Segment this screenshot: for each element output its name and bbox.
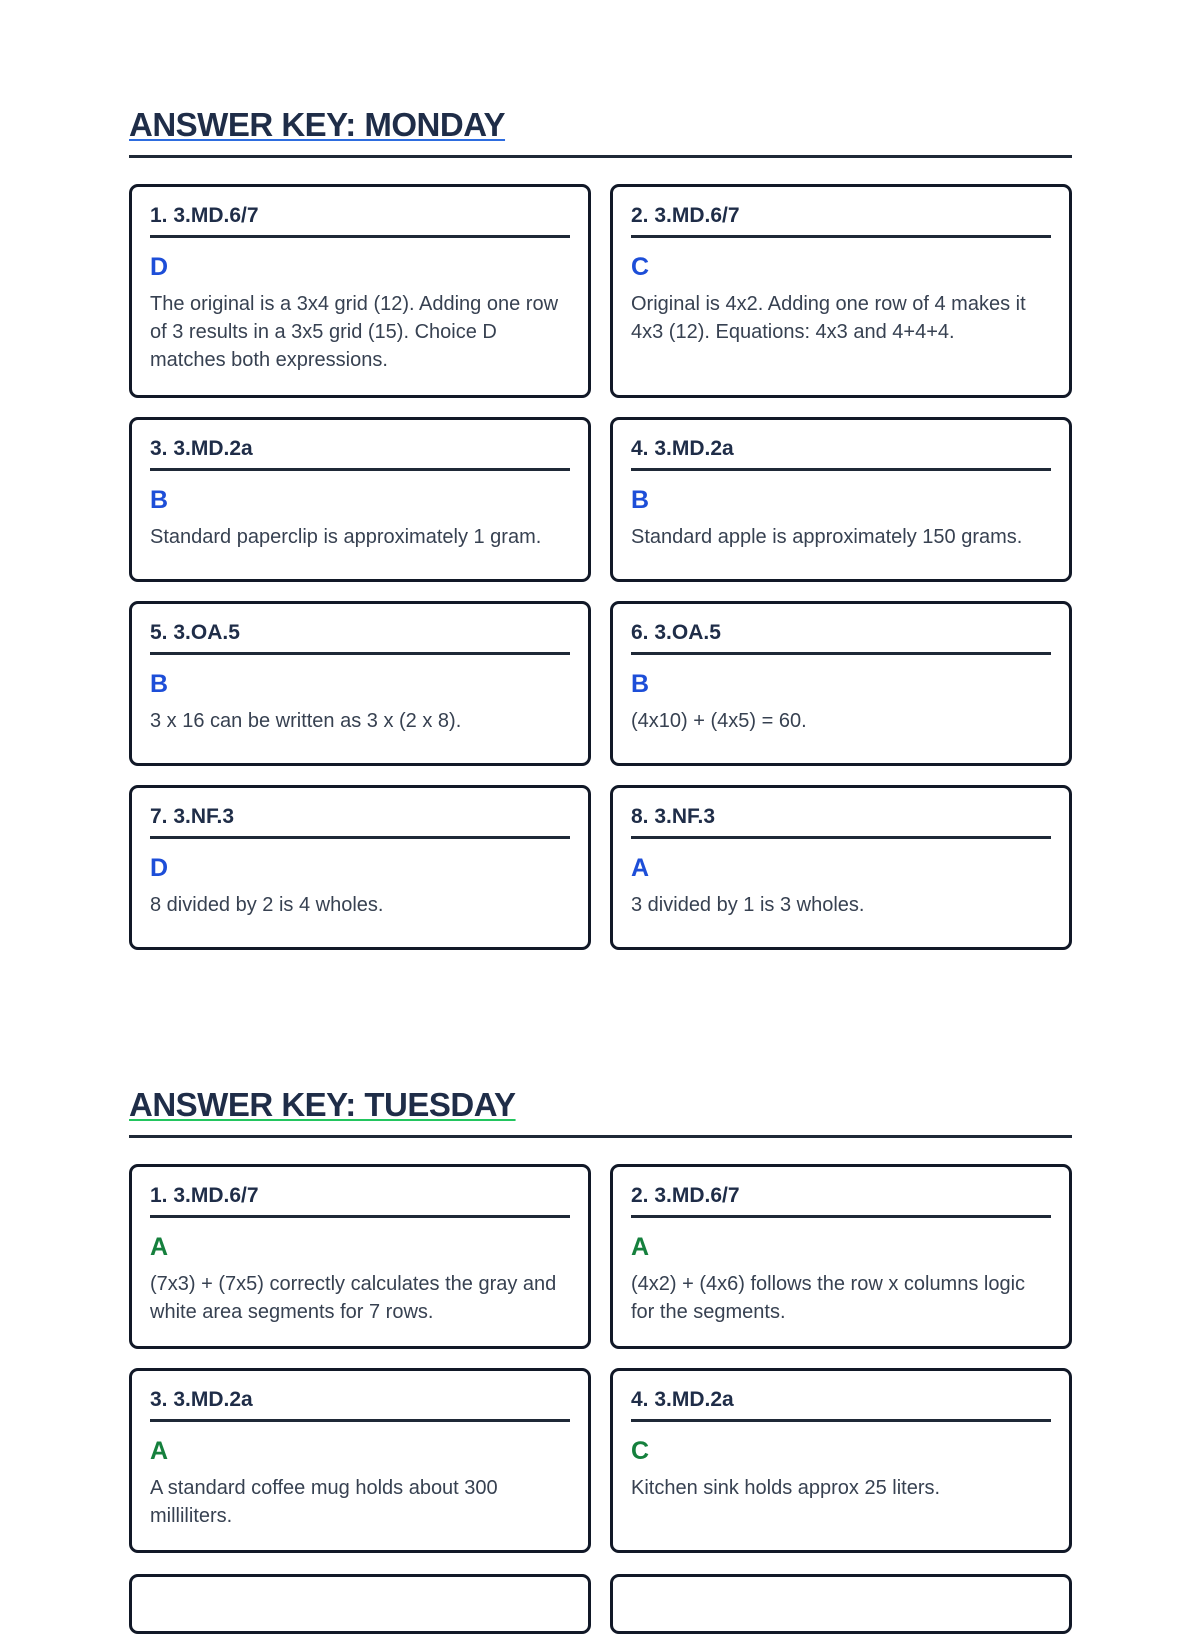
question-label: 4. 3.MD.2a [631,436,1051,471]
monday-title: ANSWER KEY: MONDAY [129,106,506,143]
question-label: 8. 3.NF.3 [631,804,1051,839]
answer-card [610,785,1072,950]
answer-letter: B [631,670,650,698]
answer-explanation: (7x3) + (7x5) correctly calculates the gray and white area segments for 7 rows. [150,1273,557,1323]
answer-card [610,1368,1072,1553]
answer-card [610,601,1072,766]
answer-letter: D [150,854,169,882]
answer-letter: A [150,1437,169,1465]
answer-card [129,184,591,398]
answer-card-partial [129,1574,591,1634]
answer-letter: C [631,1437,650,1465]
monday-section [129,105,1072,950]
answer-letter: A [631,854,650,882]
tuesday-header [129,1085,1072,1138]
answer-letter: A [150,1233,169,1261]
question-label: 5. 3.OA.5 [150,620,570,655]
answer-card [610,417,1072,582]
answer-explanation: 3 divided by 1 is 3 wholes. [631,894,865,916]
answer-letter: B [631,486,650,514]
answer-explanation: A standard coffee mug holds about 300 milliliters. [150,1477,498,1527]
answer-letter: A [631,1233,650,1261]
answer-explanation: Kitchen sink holds approx 25 liters. [631,1477,941,1499]
answer-explanation: Standard paperclip is approximately 1 gram. [150,526,542,548]
answer-explanation: 8 divided by 2 is 4 wholes. [150,894,384,916]
tuesday-title: ANSWER KEY: TUESDAY [129,1086,516,1123]
monday-header [129,105,1072,158]
answer-card [610,1164,1072,1349]
question-label: 3. 3.MD.2a [150,436,570,471]
question-label: 1. 3.MD.6/7 [150,1183,570,1218]
question-label: 2. 3.MD.6/7 [631,203,1051,238]
answer-card [129,601,591,766]
tuesday-section [129,1085,1072,1553]
answer-letter: B [150,486,169,514]
answer-card [129,417,591,582]
answer-explanation: (4x2) + (4x6) follows the row x columns logic for the segments. [631,1273,1026,1323]
answer-card [610,184,1072,398]
answer-explanation: 3 x 16 can be written as 3 x (2 x 8). [150,710,462,732]
answer-letter: C [631,253,650,281]
answer-card [129,1368,591,1553]
answer-explanation: Standard apple is approximately 150 grams. [631,526,1023,548]
answer-letter: B [150,670,169,698]
answer-explanation: (4x10) + (4x5) = 60. [631,710,807,732]
question-label: 2. 3.MD.6/7 [631,1183,1051,1218]
tuesday-card-grid [129,1164,1072,1553]
answer-card-partial [610,1574,1072,1634]
question-label: 6. 3.OA.5 [631,620,1051,655]
question-label: 4. 3.MD.2a [631,1387,1051,1422]
answer-card [129,1164,591,1349]
monday-card-grid [129,184,1072,950]
answer-letter: D [150,253,169,281]
question-label: 3. 3.MD.2a [150,1387,570,1422]
question-label: 7. 3.NF.3 [150,804,570,839]
answer-explanation: Original is 4x2. Adding one row of 4 makes it 4x3 (12). Equations: 4x3 and 4+4+4. [631,293,1026,343]
answer-card [129,785,591,950]
question-label: 1. 3.MD.6/7 [150,203,570,238]
answer-explanation: The original is a 3x4 grid (12). Adding one row of 3 results in a 3x5 grid (15). Choice D matches both expressions. [150,293,559,371]
